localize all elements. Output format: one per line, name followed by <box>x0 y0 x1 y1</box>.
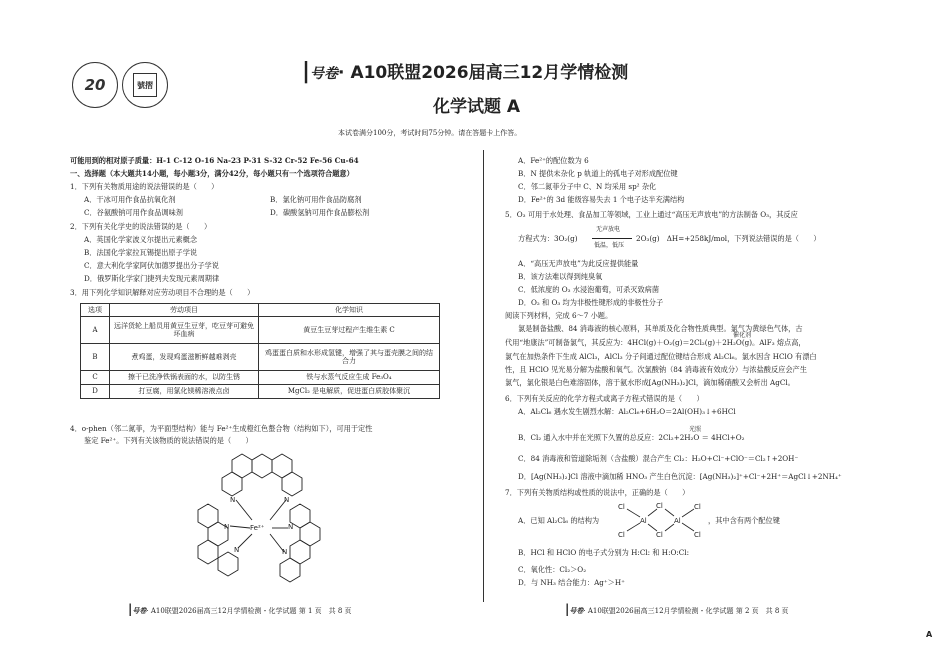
q5-equation-condition-top: 无声放电 <box>596 226 621 233</box>
atom-n-6: N <box>282 548 288 556</box>
q3-head-knowledge: 化学知识 <box>259 304 440 317</box>
passage-line-2: 代用“地康法”可制备氯气，其反应为：4HCl(g)＋O₂(g)＝2Cl₂(g)＋2H₂O(g)。AlF₃ 熔点高， <box>505 338 806 347</box>
q3-row-a-project: 远洋货轮上船员用黄豆生豆芽，吃豆芽可避免坏血病 <box>110 317 259 344</box>
q7-option-a-post: ，其中含有两个配位键 <box>708 516 780 525</box>
left-ring-a <box>198 504 218 528</box>
al2cl6-bond-8 <box>682 523 694 531</box>
cl-atom-2: Cl <box>618 531 625 539</box>
right-ring-d <box>280 558 300 582</box>
fe-center: Fe²⁺ <box>250 524 265 532</box>
q5-option-c: C．低浓度的 O₃ 水浸泡葡萄，可杀灭致病菌 <box>518 285 660 294</box>
cl-atom-1: Cl <box>618 503 625 511</box>
bond-3 <box>230 526 250 528</box>
q3-row-c-project: 擦干已洗净铁锅表面的水，以防生锈 <box>110 371 259 385</box>
q3-row-d-option: D <box>81 385 110 399</box>
q3-row-a-knowledge: 黄豆生豆芽过程产生维生素 C <box>259 317 440 344</box>
q5-option-d: D．O₂ 和 O₃ 均为非极性键形成的非极性分子 <box>518 298 664 307</box>
q3-stem: 3．用下列化学知识解释对应劳动项目不合理的是（ ） <box>70 288 255 297</box>
passage-line-4: 性，且 HClO 见光易分解为盐酸和氧气。次氯酸钠（84 消毒液有效成分）与浓盐酸反应会产生 <box>505 365 807 374</box>
q2-option-a: A．英国化学家波义尔提出元素概念 <box>84 235 198 244</box>
school-logo-left: 20 <box>72 62 118 108</box>
fe-phen-complex-structure <box>180 448 340 588</box>
q1-stem: 1．下列有关物质用途的说法错误的是（ ） <box>70 182 219 191</box>
al2cl6-bond-3 <box>648 509 657 516</box>
q6-light-label: 光照 <box>689 426 702 433</box>
section-1-heading: 一、选择题（本大题共14小题，每小题3分，满分42分，每小题只有一个选项符合题意） <box>70 169 354 178</box>
footer-brand-2: 号卷 <box>569 606 584 615</box>
top-ring-lower-left <box>222 472 242 496</box>
footer-text-1: A10联盟2026届高三12月学情检测・化学试题 第 1 页 共 8 页 <box>150 607 352 615</box>
subject-title: 化学试题 A <box>433 97 521 117</box>
table-row <box>81 317 440 344</box>
page-2-footer: |号卷· A10联盟2026届高三12月学情检测・化学试题 第 2 页 共 8 页 <box>565 602 789 616</box>
table-row <box>81 385 440 399</box>
atom-n-1: N <box>230 496 236 504</box>
q7-option-c: C．氧化性：Cl₂＞O₂ <box>518 565 587 574</box>
q6-stem: 6．下列有关反应的化学方程式或离子方程式错误的是（ ） <box>505 394 704 403</box>
passage-line-5: 氯气，氯化银是白色难溶固体，溶于氨水形成[Ag(NH₃)₂]Cl，滴加稀硝酸又会析出 AgCl。 <box>505 378 795 387</box>
bond-4 <box>238 534 252 548</box>
q4-option-d: D．Fe²⁺的 3d 能级容易失去 1 个电子达半充满结构 <box>518 195 685 204</box>
cl-atom-6: Cl <box>694 531 701 539</box>
passage-line-3: 氯气在加热条件下生成 AlCl₃，AlCl₃ 分子间通过配位键结合形成 Al₂Cl₆。氯水因含 HClO 有漂白 <box>505 352 817 361</box>
q5-equation-arrow <box>592 238 632 239</box>
column-divider <box>483 150 484 602</box>
cl-atom-5: Cl <box>694 503 701 511</box>
left-ring-d <box>218 552 238 576</box>
atom-n-2: N <box>284 496 290 504</box>
q6-option-d: D．[Ag(NH₃)₂]Cl 溶液中滴加稀 HNO₃ 产生白色沉淀：[Ag(NH₃)₂]⁺+Cl⁻+2H⁺＝AgCl↓+2NH₄⁺ <box>518 472 842 481</box>
q3-row-c-knowledge: 铁与水蒸气反应生成 Fe₃O₄ <box>259 371 440 385</box>
atomic-masses: 可能用到的相对原子质量：H-1 C-12 O-16 Na-23 P-31 S-32 Cr-52 Fe-56 Cu-64 <box>70 156 359 165</box>
top-ring-left <box>232 454 252 478</box>
bond-1 <box>236 500 252 520</box>
q6-option-a: A．Al₂Cl₆ 遇水发生剧烈水解：Al₂Cl₆+6H₂O＝2Al(OH)₃↓+6HCl <box>518 407 736 416</box>
q5-option-a: A．“高压无声放电”为此反应提供能量 <box>518 259 639 268</box>
passage-intro: 阅读下列材料，完成 6～7 小题。 <box>505 311 613 320</box>
q1-option-d: D．碳酸氢钠可用作食品膨松剂 <box>270 208 370 217</box>
q4-stem-line1: 4．o-phen（邻二氮菲，为平面型结构）能与 Fe²⁺生成橙红色螯合物（结构如下），可用于定性 <box>70 424 373 433</box>
al2cl6-bond-6 <box>665 524 674 531</box>
q7-option-b: B．HCl 和 HClO 的电子式分别为 H:Cl: 和 H:O:Cl: <box>518 548 690 557</box>
q7-option-a-pre: A．已知 Al₂Cl₆ 的结构为 <box>518 516 600 525</box>
q2-option-b: B．法国化学家拉瓦锡提出原子学说 <box>84 248 198 257</box>
page-1-footer: |号卷· A10联盟2026届高三12月学情检测・化学试题 第 1 页 共 8 页 <box>128 602 352 616</box>
q3-row-a-option: A <box>81 317 110 344</box>
atom-n-5: N <box>288 523 294 531</box>
q4-option-c: C．邻二氮菲分子中 C、N 均采用 sp² 杂化 <box>518 182 657 191</box>
q3-table-head <box>81 304 440 317</box>
q7-option-d: D．与 NH₃ 结合能力：Ag⁺＞H⁺ <box>518 578 625 587</box>
school-logo-right <box>122 62 168 108</box>
q5-equation-pre: 方程式为：3O₂(g) <box>518 234 578 243</box>
q7-stem: 7．下列有关物质结构或性质的说法中，正确的是（ ） <box>505 488 690 497</box>
exam-title-text: A10联盟2026届高三12月学情检测 <box>350 63 629 83</box>
passage-line-1: 氯是制备盐酸、84 消毒液的核心原料，其单质及化合物性质典型。氯气为黄绿色气体，古 <box>518 324 803 333</box>
al2cl6-bond-7 <box>682 509 694 517</box>
q5-stem: 5．O₃ 可用于水处理、食品加工等领域，工业上通过“高压无声放电”的方法制备 O₃，其反应 <box>505 210 798 219</box>
cl-atom-3: Cl <box>656 502 663 510</box>
al-atom-2: Al <box>674 517 681 525</box>
q3-row-d-project: 打豆腐，用氯化镁稀溶液点卤 <box>110 385 259 399</box>
footer-brand-1: 号卷 <box>132 606 147 615</box>
q3-row-b-option: B <box>81 344 110 371</box>
al2cl6-bond-2 <box>627 523 640 531</box>
q3-row-b-project: 煮鸡蛋，发现鸡蛋滋断鲜越难剥壳 <box>110 344 259 371</box>
corner-mark: A <box>926 630 933 639</box>
cl-atom-4: Cl <box>656 531 663 539</box>
atom-n-3: N <box>224 523 230 531</box>
right-ring-b <box>300 522 320 546</box>
right-ring-c <box>290 540 310 564</box>
q3-row-b-knowledge: 鸡蛋蛋白质和水形成氢键，增强了其与蛋壳膜之间的结合力 <box>259 344 440 371</box>
q5-equation-condition-bottom: 低温，低压 <box>594 242 625 249</box>
q3-row-c-option: C <box>81 371 110 385</box>
top-ring-lower-right <box>282 472 302 496</box>
q1-option-a: A．干冰可用作食品抗氧化剂 <box>84 195 176 204</box>
q5-equation-post: 2O₃(g) ΔH=+258kJ/mol，下列说法错误的是（ ） <box>636 234 821 243</box>
q5-option-b: B．该方法难以得到纯臭氧 <box>518 272 603 281</box>
q2-option-d: D．俄罗斯化学家门捷列夫发现元素周期律 <box>84 274 220 283</box>
q2-stem: 2．下列有关化学史的说法错误的是（ ） <box>70 222 212 231</box>
q6-option-b: B．Cl₂ 通入水中并在光照下久置的总反应：2Cl₂+2H₂O ＝ 4HCl+O₂ <box>518 433 745 442</box>
table-row <box>81 344 440 371</box>
al2cl6-bond-5 <box>665 509 674 516</box>
table-row <box>81 371 440 385</box>
atom-n-4: N <box>234 546 240 554</box>
q2-option-c: C．意大利化学家阿伏加德罗提出分子学说 <box>84 261 219 270</box>
q1-option-c: C．谷氨酸钠可用作食品调味剂 <box>84 208 183 217</box>
logo-inner: 號摺 <box>133 73 157 97</box>
al2cl6-bond-1 <box>627 509 640 517</box>
al-atom-1: Al <box>640 517 647 525</box>
q3-row-d-knowledge: MgCl₂ 是电解质，促进蛋白质胶体聚沉 <box>259 385 440 399</box>
q1-option-b: B．氯化钠可用作食品防腐剂 <box>270 195 362 204</box>
top-ring-mid <box>252 454 272 478</box>
q3-head-option: 选项 <box>81 304 110 317</box>
exam-note: 本试卷满分100分，考试时间75分钟。请在答题卡上作答。 <box>338 129 522 137</box>
q4-option-a: A．Fe²⁺的配位数为 6 <box>518 156 589 165</box>
q3-table <box>80 303 440 399</box>
exam-title: |号卷· A10联盟2026届高三12月学情检测 <box>302 59 629 84</box>
q4-stem-line2: 鉴定 Fe²⁺。下列有关该物质的说法错误的是（ ） <box>84 436 253 445</box>
q6-option-c: C．84 消毒液和管道除垢剂（含盐酸）混合产生 Cl₂：H₂O+Cl⁻+ClO⁻＝Cl₂↑+2OH⁻ <box>518 454 799 463</box>
footer-text-2: A10联盟2026届高三12月学情检测・化学试题 第 2 页 共 8 页 <box>587 607 789 615</box>
passage-catalyst-label: 催化剂 <box>733 332 752 339</box>
q3-head-project: 劳动项目 <box>110 304 259 317</box>
left-ring-c <box>198 540 218 564</box>
q4-option-b: B．N 提供未杂化 p 轨道上的孤电子对形成配位键 <box>518 169 678 178</box>
top-ring-right <box>272 454 292 478</box>
al2cl6-structure <box>614 500 706 540</box>
brand-mark: 号卷 <box>310 66 339 82</box>
al2cl6-bond-4 <box>648 524 657 531</box>
